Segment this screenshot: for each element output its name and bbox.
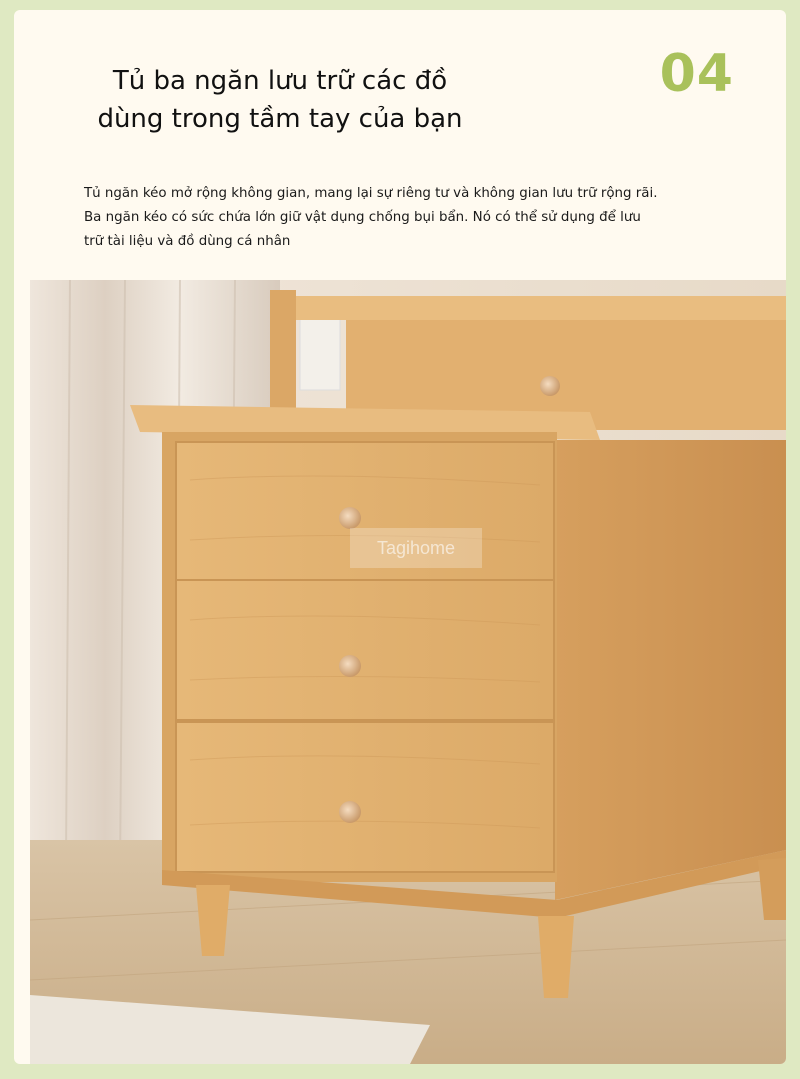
cabinet-side [555,440,786,900]
leg-front-right [538,916,574,998]
section-heading [70,62,490,138]
drawer-bottom [176,722,554,872]
content-panel [14,10,786,1064]
drawer-bottom-knob [339,801,361,823]
shelf-post [270,290,296,410]
drawer-top [176,442,554,592]
drawer-middle [176,580,554,720]
heading-line-1: Tủ ba ngăn lưu trữ các đồ [112,66,448,96]
leg-front-left [196,885,230,956]
product-photo [30,280,786,1064]
book [300,310,340,390]
drawer-top-knob [339,507,361,529]
drawer-middle-knob [339,655,361,677]
upper-drawer-knob [540,376,560,396]
heading-line-2: dùng trong tầm tay của bạn [97,104,463,134]
upper-desk-top [296,296,786,320]
watermark-text: Tagihome [376,538,456,558]
description-text: Tủ ngăn kéo mở rộng không gian, mang lại sự riêng tư và không gian lưu trữ rộng rãi. Ba ngăn kéo có sức chứa lớn giữ vật dụng chống bụi bẩn. Nó có thể sử dụng để lưu trữ tài liệu và đồ dùng cá nhân [84,186,658,249]
section-number: 04 [659,44,734,104]
